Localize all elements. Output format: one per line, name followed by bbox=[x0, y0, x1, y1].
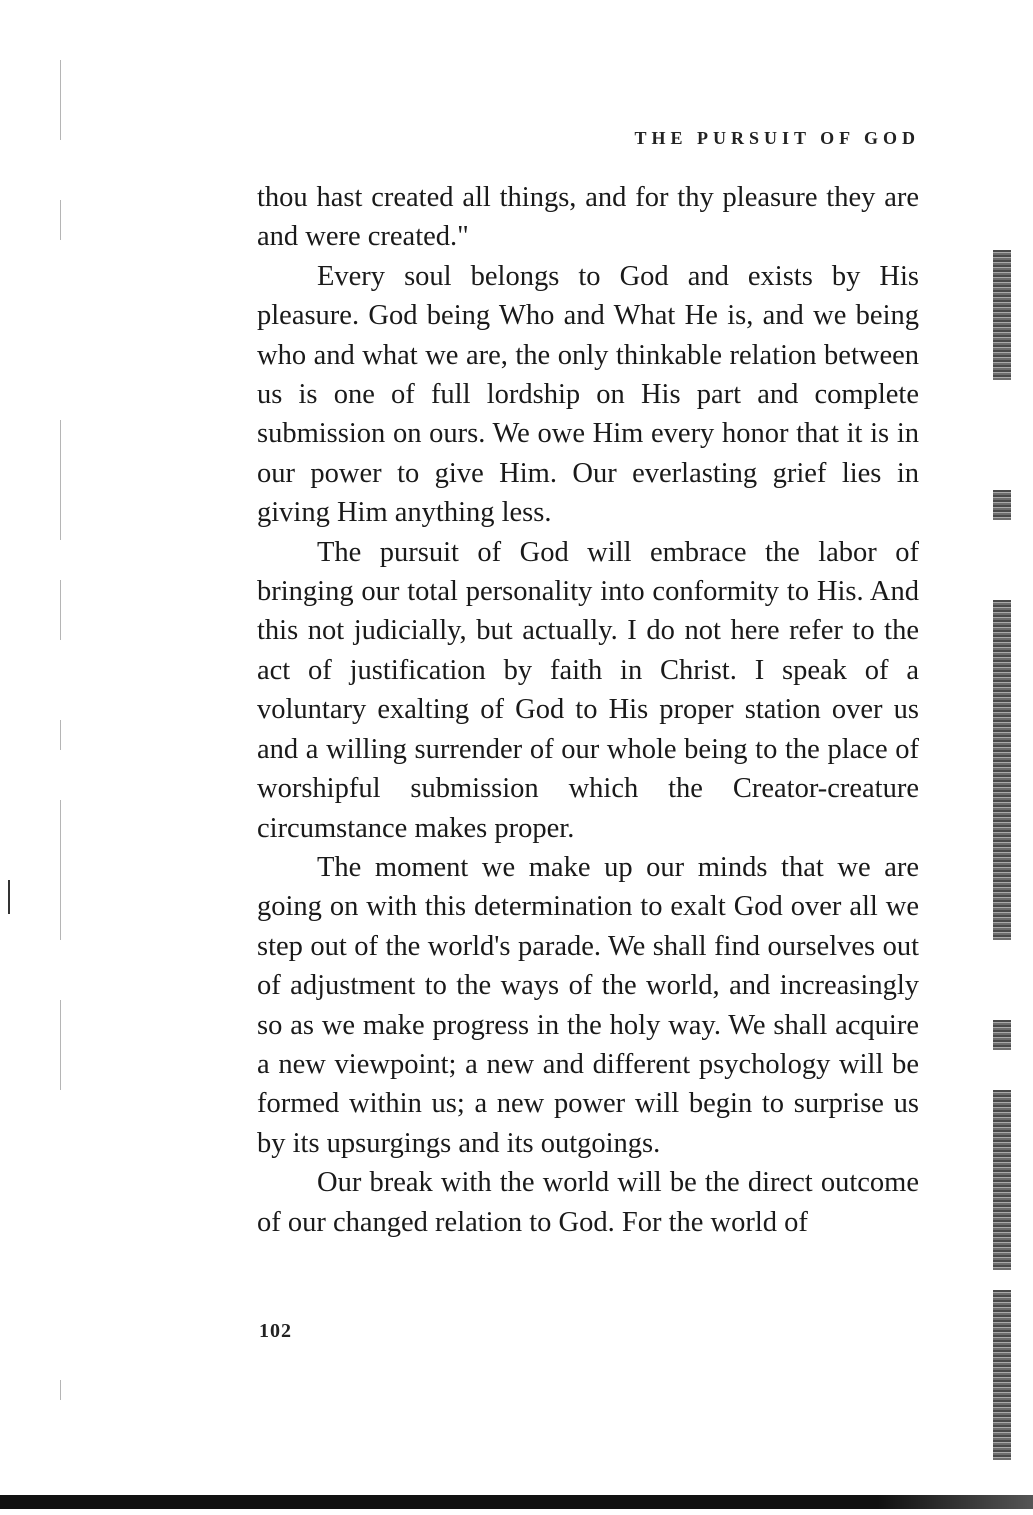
page-edge-shadow bbox=[993, 1290, 1011, 1460]
page-number: 102 bbox=[259, 1320, 292, 1342]
paragraph: The pursuit of God will embrace the labor of bringing our total personality into conformity to His. And this not judicially, but actually. I do not here refer to the act of justification by faith in Christ. I speak of a voluntary exalting of God to His proper station over us and a willing surrender of our whole being to the place of worshipful submission which the Creator-creature circumstance makes proper. bbox=[257, 536, 919, 844]
scan-gutter bbox=[0, 0, 70, 1515]
gutter-line bbox=[60, 720, 61, 750]
gutter-line bbox=[60, 60, 61, 140]
gutter-line bbox=[60, 580, 61, 640]
body-text bbox=[257, 178, 919, 1242]
scan-bottom-edge bbox=[0, 1495, 1033, 1509]
page-edge-shadow bbox=[993, 250, 1011, 380]
gutter-line bbox=[60, 1380, 61, 1400]
gutter-line bbox=[60, 420, 61, 540]
paragraph: The moment we make up our minds that we are going on with this determination to exalt God over all we step out of the world's parade. We shall find ourselves out of adjustment to the ways of the world, and increasingly so as we make progress in the holy way. We shall acquire a new viewpoint; a new and different psychology will be formed within us; a new power will begin to surprise us by its upsurgings and its outgoings. bbox=[257, 851, 919, 1159]
page-edge-shadow bbox=[993, 600, 1011, 940]
page-edge-shadow bbox=[993, 490, 1011, 520]
paragraph: Our break with the world will be the direct outcome of our changed relation to God. For the world of bbox=[257, 1167, 919, 1238]
gutter-line bbox=[60, 800, 61, 940]
gutter-line bbox=[60, 1000, 61, 1090]
gutter-tick bbox=[8, 880, 10, 914]
gutter-line bbox=[60, 200, 61, 240]
page-edge-shadow bbox=[993, 1090, 1011, 1270]
running-title: THE PURSUIT OF GOD bbox=[634, 128, 920, 148]
page-edge-shadow bbox=[993, 1020, 1011, 1050]
paragraph: Every soul belongs to God and exists by His pleasure. God being Who and What He is, and we being who and what we are, the only thinkable relation between us is one of full lordship on His part and complete submission on ours. We owe Him every honor that it is in our power to give Him. Our everlasting grief lies in giving Him anything less. bbox=[257, 260, 919, 529]
paragraph: thou hast created all things, and for thy pleasure they are and were created." bbox=[257, 182, 919, 253]
